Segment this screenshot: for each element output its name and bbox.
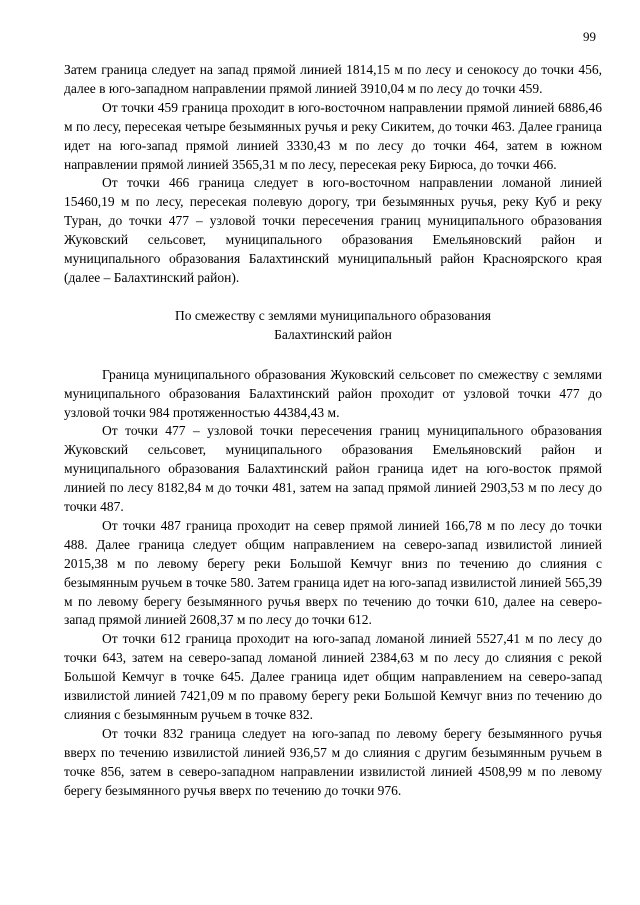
paragraph-4: Граница муниципального образования Жуковский сельсовет по смежеству с землями муниципального образования Балахтинский район проходит от узловой точки 477 до узловой точки 984 протяженностью 44384,43 м. bbox=[64, 366, 602, 420]
paragraph-6: От точки 487 граница проходит на север прямой линией 166,78 м по лесу до точки 488. Далее граница следует общим направлением на северо-запад извилистой линией 2015,38 м по левому берегу реки Большой Кемчуг вниз по течению до слияния с безымянным ручьем в точке 580. Затем граница идет на юго-запад извилистой линией 565,39 м по левому берегу безымянного ручья вверх по течению до точки 610, далее на северо-запад прямой линией 2608,37 м по лесу до точки 612. bbox=[64, 517, 602, 628]
paragraph-3: От точки 466 граница следует в юго-восточном направлении ломаной линией 15460,19 м по лесу, пересекая полевую дорогу, три безымянных ручья, реку Куб и реку Туран, до точки 477 – узловой точки пересечения границ муниципального образования Жуковский сельсовет, муниципального образования Емельяновский район и муниципального образования Балахтинский муниципальный район Красноярского края (далее – Балахтинский район). bbox=[64, 175, 602, 285]
paragraph-7: От точки 612 граница проходит на юго-запад ломаной линией 5527,41 м по лесу до точки 643, затем на северо-запад ломаной линией 2384,63 м по лесу до слияния с рекой Большой Кемчуг в точке 645. Далее граница идет общим направлением на северо-запад извилистой линией 7421,09 м по правому берегу реки Большой Кемчуг вниз по течению до слияния с безымянным ручьем в точке 832. bbox=[64, 631, 602, 722]
section-heading bbox=[64, 307, 602, 345]
paragraph-8: От точки 832 граница следует на юго-запад по левому берегу безымянного ручья вверх по течению извилистой линией 936,57 м до слияния с другим безымянным ручьем в точке 856, затем в северо-западном направлении извилистой линией 4508,99 м по левому берегу безымянного ручья вверх по течению до точки 976. bbox=[64, 725, 602, 798]
document-body bbox=[64, 61, 602, 801]
page-number: 99 bbox=[583, 29, 596, 44]
section-heading-line-1: По смежеству с землями муниципального образования bbox=[174, 307, 492, 323]
paragraph-1: Затем граница следует на запад прямой линией 1814,15 м по лесу и сенокосу до точки 456, далее в юго-западном направлении прямой линией 3910,04 м по лесу до точки 459. bbox=[64, 62, 602, 96]
section-heading-line-2: Балахтинский район bbox=[274, 326, 392, 342]
paragraph-2: От точки 459 граница проходит в юго-восточном направлении прямой линией 6886,46 м по лесу, пересекая четыре безымянных ручья и реку Сикитем, до точки 463. Далее граница идет на юго-запад прямой линией 3330,43 м по лесу до точки 464, затем в южном направлении прямой линией 3565,31 м по лесу, пересекая реку Бирюса, до точки 466. bbox=[64, 99, 602, 172]
paragraph-5: От точки 477 – узловой точки пересечения границ муниципального образования Жуковский сельсовет, муниципального образования Емельяновский район и муниципального образования Балахтинский район граница идет на юго-восток прямой линией по лесу 8182,84 м до точки 481, затем на запад прямой линией 2903,53 м по лесу до точки 487. bbox=[64, 423, 602, 515]
